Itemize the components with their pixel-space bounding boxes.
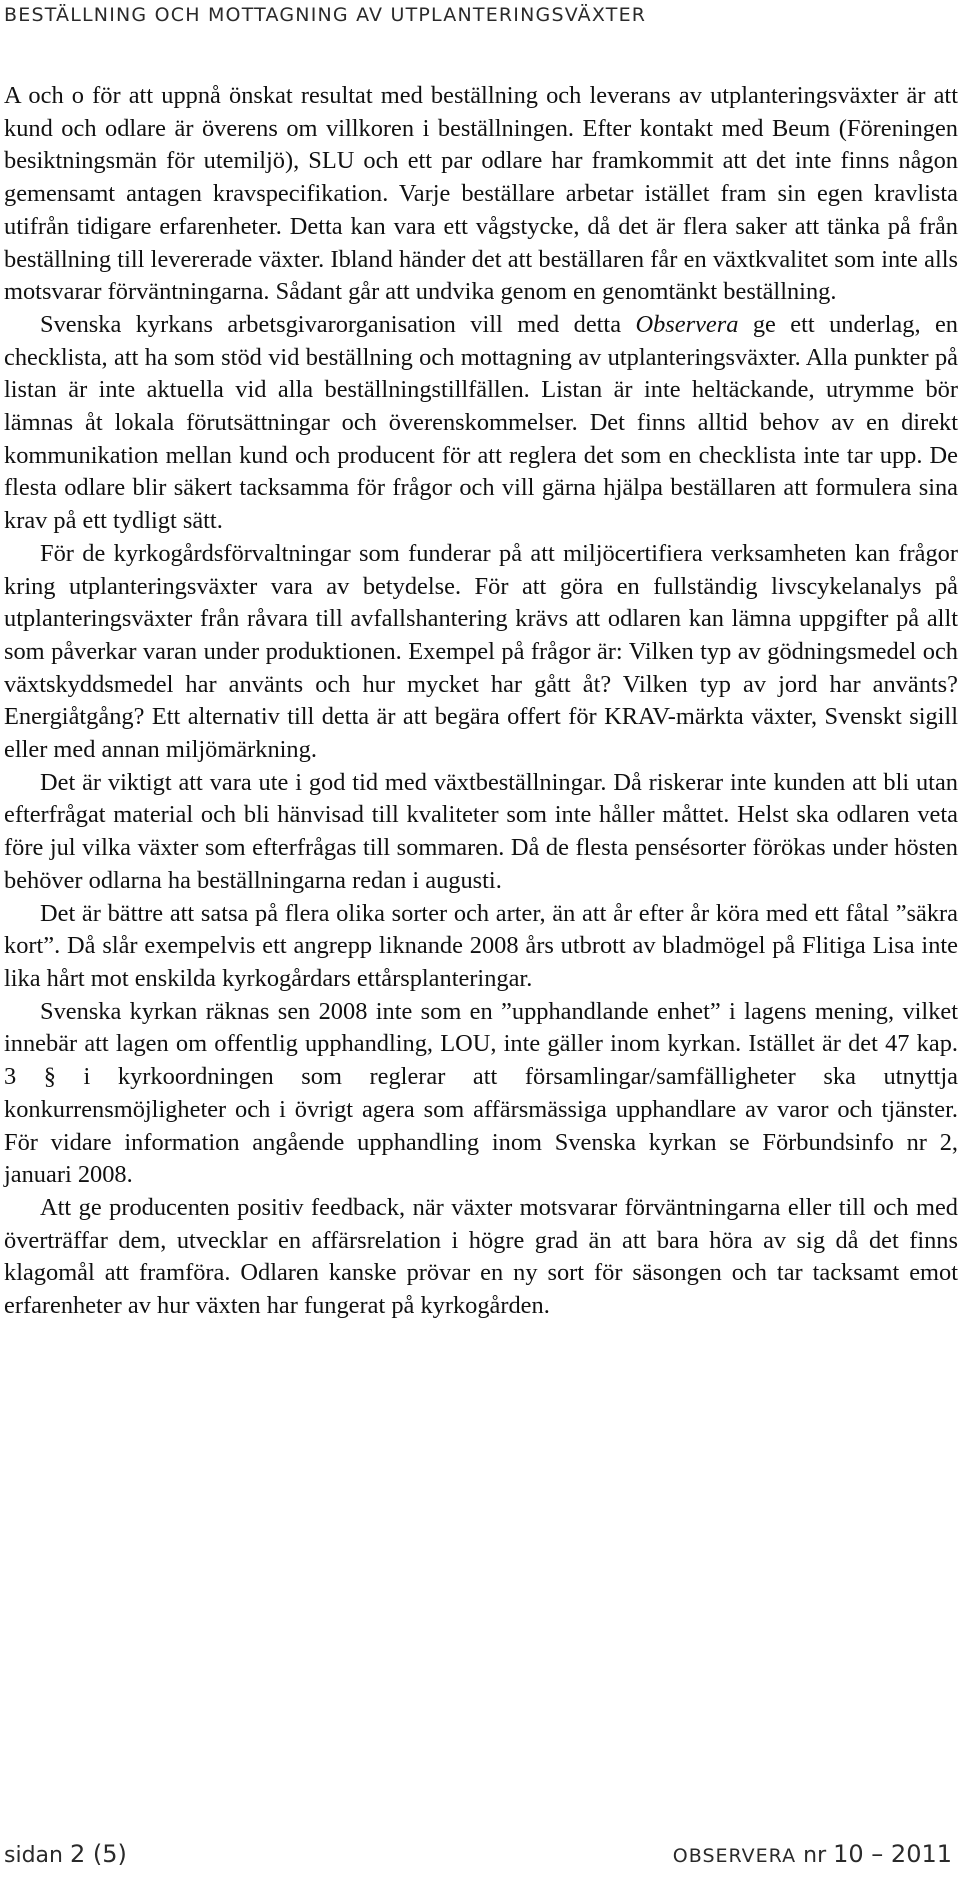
paragraph: [4, 309, 958, 538]
article-body: [4, 80, 958, 1323]
running-header: BESTÄLLNING OCH MOTTAGNING AV UTPLANTERINGSVÄXTER: [4, 4, 647, 26]
paragraph: Det är bättre att satsa på flera olika sorter och arter, än att år efter år köra med ett fåtal ”säkra kort”. Då slår exempelvis ett angrepp liknande 2008 års utbrott av bladmögel på Flitiga Lisa inte lika hårt mot enskilda kyrkogårdars ettårsplanteringar.: [4, 899, 958, 992]
page-footer-right: [673, 1840, 952, 1868]
paragraph: För de kyrkogårdsförvaltningar som funderar på att miljöcertifiera verksamheten kan frågor kring utplanteringsväxter vara av betydelse. För att göra en fullständig livscykelanalys på utplanteringsväxter från råvara till avfallshantering krävs att odlaren kan lämna uppgifter på allt som påverkar varan under produktionen. Exempel på frågor är: Vilken typ av gödningsmedel och växtskyddsmedel har använts och hur mycket har gått åt? Vilken typ av jord har använts? Energiåtgång? Ett alternativ till detta är att begära offert för KRAV-märkta växter, Svenskt sigill eller med annan miljömärkning.: [4, 539, 958, 764]
paragraph-text: Svenska kyrkans arbetsgivarorganisation vill med detta: [40, 310, 636, 338]
paragraph: Svenska kyrkan räknas sen 2008 inte som en ”upphandlande enhet” i lagens mening, vilket innebär att lagen om offentlig upphandling, LOU, inte gäller inom kyrkan. Istället är det 47 kap. 3 § i kyrkoordningen som reglerar att församlingar/samfälligheter ska utnyttja konkurrensmöjligheter och i övrigt agera som affärsmässiga upphandlare av varor och tjänster. För vidare information angående upphandling inom Svenska kyrkan se Förbundsinfo nr 2, januari 2008.: [4, 997, 958, 1189]
paragraph: Det är viktigt att vara ute i god tid med växtbeställningar. Då riskerar inte kunden att bli utan efterfrågat material och bli hänvisad till kvaliteter som inte håller måttet. Helst ska odlaren veta före jul vilka växter som efterfrågas till sommaren. Då de flesta pensésorter förökas under hösten behöver odlarna ha beställningarna redan i augusti.: [4, 768, 958, 894]
issue-prefix: nr: [803, 1843, 827, 1868]
page-label: sidan: [4, 1843, 63, 1868]
page-number: 2 (5): [69, 1840, 127, 1868]
page-footer-left: [4, 1840, 127, 1868]
publication-brand: OBSERVERA: [672, 1845, 797, 1867]
issue-number: 10 – 2011: [833, 1840, 952, 1868]
publication-name: Observera: [635, 310, 739, 338]
paragraph: A och o för att uppnå önskat resultat med beställning och leverans av utplanteringsväxter är att kund och odlare är överens om villkoren i beställningen. Efter kontakt med Beum (Föreningen besiktningsmän för utemiljö), SLU och ett par odlare har framkommit att det inte finns någon gemensamt antagen kravspecifikation. Varje beställare arbetar istället fram sin egen kravlista utifrån tidigare erfarenheter. Detta kan vara ett vågstycke, då det är flera saker att tänka på från beställning till levererade växter. Ibland händer det att beställaren får en växtkvalitet som inte alls motsvarar förväntningarna. Sådant går att undvika genom en genomtänkt beställning.: [4, 82, 958, 306]
paragraph: Att ge producenten positiv feedback, när växter motsvarar förväntningarna eller till och med överträffar dem, utvecklar en affärsrelation i högre grad än att bara höra av sig då det finns klagomål att framföra. Odlaren kanske prövar en ny sort för säsongen och tar tacksamt emot erfarenheter av hur växten har fungerat på kyrkogården.: [4, 1193, 958, 1320]
paragraph-text: ge ett underlag, en checklista, att ha som stöd vid beställning och mottagning av utplanteringsväxter. Alla punkter på listan är inte aktuella vid alla beställningstillfällen. Listan är inte heltäckande, utrymme bör lämnas åt lokala förutsättningar och överenskommelser. Det finns alltid behov av en direkt kommunikation mellan kund och producent för att reglera det som en checklista inte tar upp. De flesta odlare blir säkert tacksamma för frågor och vill gärna hjälpa beställaren att formulera sina krav på ett tydligt sätt.: [4, 310, 958, 535]
